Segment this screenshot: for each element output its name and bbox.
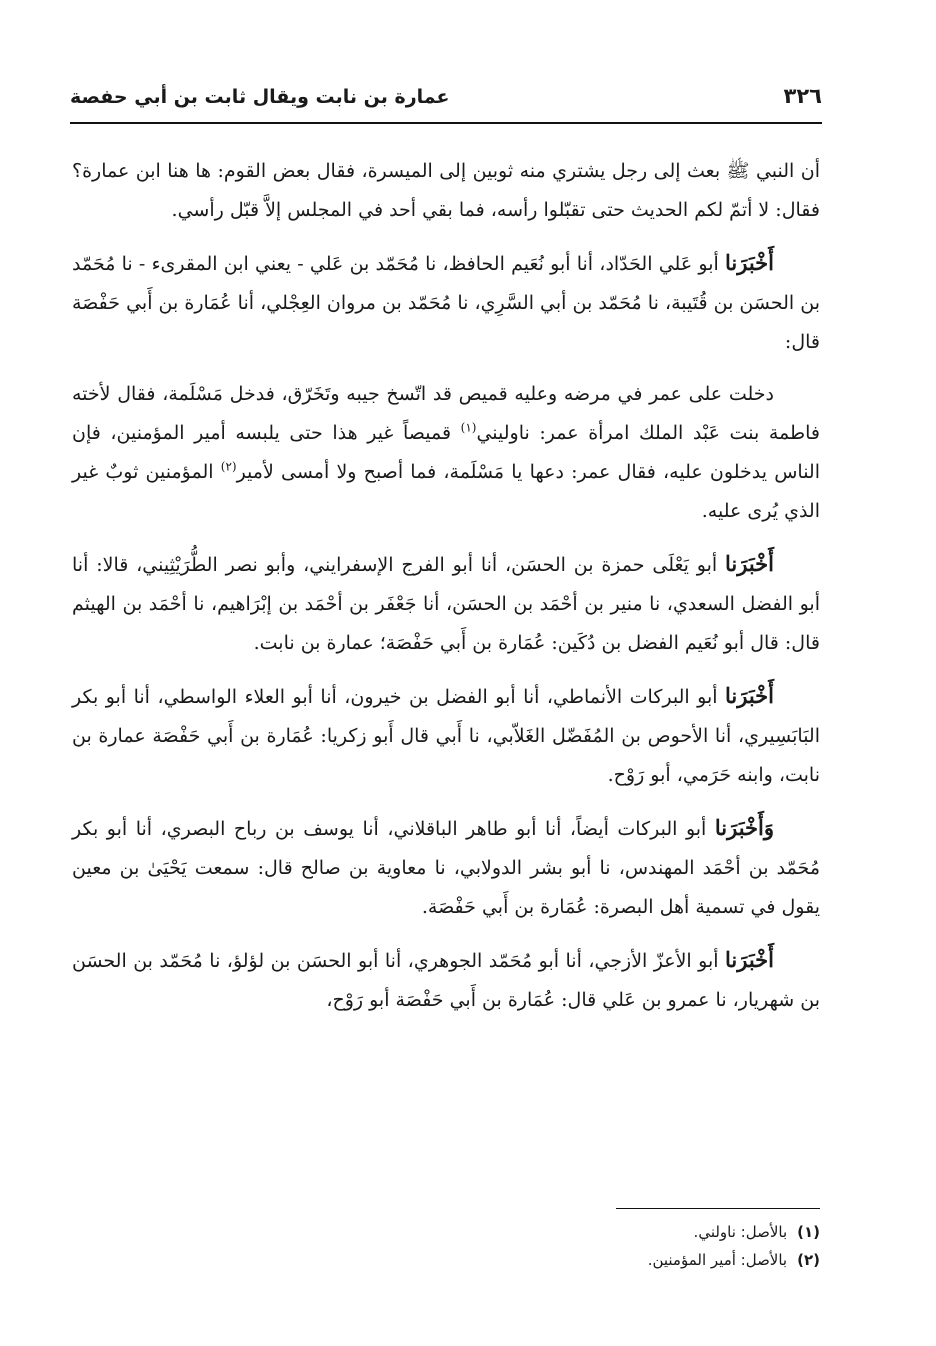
paragraph-5: [72, 676, 820, 795]
paragraph-text: المؤمنين ثوبٌ غير الذي يُرى عليه.: [72, 461, 820, 522]
footnote-text: بالأصل: أمير المؤمنين.: [647, 1251, 788, 1269]
footnote-ref-2: (٢): [220, 459, 237, 474]
footnote-1: [72, 1218, 820, 1246]
narration-keyword: وَأَخْبَرَنا: [714, 815, 774, 840]
paragraph-6: [72, 808, 820, 927]
paragraph-text: أن النبي ﷺ بعث إلى رجل يشتري منه ثوبين إلى الميسرة، فقال بعض القوم: ها هنا ابن عمارة؟ فقال: لا أتمّ لكم الحديث حتى تقبّلوا رأسه، فما بقي أحد في المجلس إلاَّ قبّل رأسي.: [72, 160, 820, 221]
narration-keyword: أَخْبَرَنا: [725, 947, 774, 972]
footnote-rule: [616, 1208, 820, 1209]
paragraph-text: أبو البركات الأنماطي، أنا أبو الفضل بن خيرون، أنا أبو العلاء الواسطي، أنا أبو بكر البَابَسِيري، أنا الأحوص بن المُفَضّل الغَلاّبي، نا أَبي قال أَبو زكريا: عُمَارة بن أَبي حَفْصَة عمارة بن نابت، وابنه حَرَمي، أبو رَوْح.: [72, 686, 820, 786]
paragraph-2: [72, 243, 820, 362]
footnote-number: (٢): [797, 1251, 820, 1269]
narration-keyword: أَخْبَرَنا: [725, 551, 774, 576]
narration-keyword: أَخْبَرَنا: [725, 683, 774, 708]
body-text: [72, 152, 820, 1033]
paragraph-text: قميصاً غير هذا حتى يلبسه أمير المؤمنين، فإن الناس يدخلون عليه، فقال عمر: دعها يا مَسْلَمة، فما أصبح ولا أمسى لأمير: [72, 422, 820, 483]
paragraph-text: أبو الأعزّ الأزجي، أنا أبو مُحَمّد الجوهري، أنا أبو الحسَن بن لؤلؤ، نا مُحَمّد بن الحسَن بن شهريار، نا عمرو بن عَلي قال: عُمَارة بن أَبي حَفْصَة أبو رَوْح،: [72, 950, 820, 1011]
paragraph-7: [72, 940, 820, 1020]
paragraph-3: [72, 375, 820, 531]
paragraph-1: [72, 152, 820, 230]
page-header: [70, 80, 822, 120]
footnote-2: [72, 1246, 820, 1274]
paragraph-4: [72, 544, 820, 663]
footnotes: [72, 1218, 820, 1274]
footnote-ref-1: (١): [460, 420, 477, 435]
paragraph-text: أبو يَعْلَى حمزة بن الحسَن، أنا أبو الفرج الإسفرايني، وأبو نصر الطُّرَيْثِيني، قالا: أنا أبو الفضل السعدي، نا منير بن أحْمَد بن الحسَن، أنا جَعْفَر بن أحْمَد بن إبْرَاهيم، نا أحْمَد بن الهيثم قال: قال أبو نُعَيم الفضل بن دُكَين: عُمَارة بن أَبي حَفْصَة؛ عمارة بن نابت.: [72, 554, 820, 654]
footnote-number: (١): [797, 1223, 820, 1241]
paragraph-text: دخلت على عمر في مرضه وعليه قميص قد اتّسخ جيبه وتَخَرّق، فدخل مَسْلَمة، فقال لأخته فاطمة بنت عَبْد الملك امرأة عمر: ناوليني: [72, 383, 820, 444]
running-title: عمارة بن نابت ويقال ثابت بن أبي حفصة: [70, 86, 450, 108]
paragraph-text: أبو عَلي الحَدّاد، أنا أبو نُعَيم الحافظ، نا مُحَمّد بن عَلي - يعني ابن المقرىء - نا مُحَمّد بن الحسَن بن قُتَيبة، نا مُحَمّد بن أبي السَّرِي، نا مُحَمّد بن مروان العِجْلي، أنا عُمَارة بن أَبي حَفْصَة قال:: [72, 253, 820, 353]
paragraph-text: أبو البركات أيضاً، أنا أبو طاهر الباقلاني، أنا يوسف بن رباح البصري، أنا أبو بكر مُحَمّد بن أحْمَد المهندس، نا أبو بشر الدولابي، نا معاوية بن صالح قال: سمعت يَحْيَىٰ بن معين يقول في تسمية أهل البصرة: عُمَارة بن أَبي حَفْصَة.: [72, 818, 820, 918]
narration-keyword: أَخْبَرَنا: [725, 250, 774, 275]
header-rule: [70, 122, 822, 124]
footnote-text: بالأصل: ناولني.: [693, 1223, 788, 1241]
page-number: ٣٢٦: [783, 84, 822, 108]
